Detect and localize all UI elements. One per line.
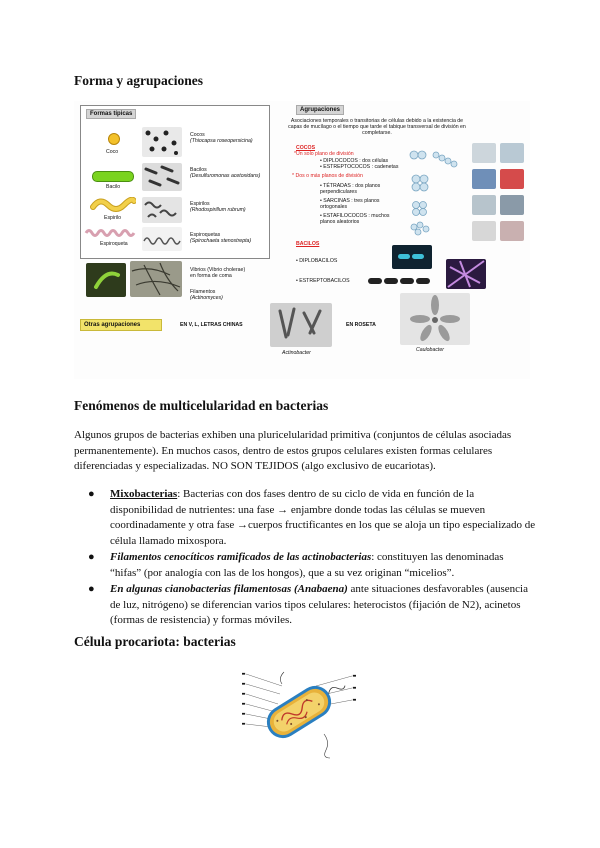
section-title-forma: Forma y agrupaciones — [74, 73, 203, 88]
sarcinas: • SARCINAS : tres planos ortogonales — [320, 198, 380, 210]
diplococos: • DIPLOCOCOS : dos células — [320, 158, 389, 164]
bullet-bold: Mixobacterias — [110, 488, 178, 500]
dos-planos: * Dos o más planos de división — [292, 173, 363, 179]
cocos-name: Cocos — [190, 132, 205, 138]
vibrio-micrograph — [86, 263, 126, 297]
coco-sketch-label: Coco — [106, 149, 119, 155]
filamentos-sub: (Actinomyces) — [190, 295, 223, 301]
estreptococos-micrograph — [500, 143, 524, 163]
estreptococos: • ESTREPTOCOCOS : cadenetas — [320, 164, 399, 170]
espirilos-micrograph — [142, 197, 182, 223]
intro-paragraph: Algunos grupos de bacterias exhiben una pluricelularidad primitiva (conjuntos de células asociadas permanentemente). En muchos casos, dentro de estos grupos celulares existen formas celulares diferenciadas y especializadas. NO SON TEJIDOS (algo exclusivo de eucariotas). — [74, 429, 512, 472]
vibrios-sub: en forma de coma — [190, 273, 232, 279]
estafilococos: • ESTAFILOCOCOS : muchos planos aleatorios — [320, 213, 390, 225]
espirilos-name: Espirilos — [190, 201, 210, 207]
espiroquetas-name: Espiroquetas — [190, 232, 221, 238]
formas-title: Formas típicas — [86, 109, 136, 119]
espiroqueta-sketch-label: Espiroqueta — [100, 241, 128, 247]
bacilo-sketch — [92, 171, 134, 182]
estafilococos-micrograph-2 — [500, 221, 524, 241]
espiroquetas-label — [190, 232, 251, 244]
sarcinas-micrograph — [472, 195, 496, 215]
espiroquetas-species: (Spirochaeta stenostrepta) — [190, 238, 252, 244]
list-item — [74, 582, 536, 629]
estafilococos-micrograph — [472, 221, 496, 241]
filamentos-name: Filamentos — [190, 289, 216, 295]
bacilos-name: Bacilos — [190, 167, 207, 173]
list-item — [74, 550, 536, 581]
bacilos-label — [190, 167, 260, 179]
filamentos-micrograph — [130, 261, 182, 297]
cocos-species: (Thiocapsa roseopersicina) — [190, 138, 253, 144]
figure-forms-groupings — [74, 101, 530, 379]
espirilos-species: (Rhodospirillum rubrum) — [190, 207, 246, 213]
estreptobacilos-micrograph — [446, 259, 486, 289]
list-item — [74, 487, 536, 549]
vibrios-label — [190, 267, 245, 279]
bullet-text: ante situaciones desfavorables (ausencia de luz, nitrógeno) se diferencian varios tipos celulares: heterocistos (fijación de N2), acinetos (formas de resistencia) y formas móviles. — [110, 583, 528, 626]
filamentos-label — [190, 289, 223, 301]
en-v-label: EN V, L, LETRAS CHINAS — [180, 322, 243, 328]
vibrios-name: Vibrios (Vibrio cholerae) — [190, 267, 246, 273]
bullet-icon: ● — [88, 551, 95, 563]
caulobacter-micrograph — [400, 293, 470, 345]
bacilos-heading: BACILOS — [296, 241, 320, 247]
section-title-multicelularidad: Fenómenos de multicelularidad en bacterias — [74, 398, 329, 413]
espiroquetas-micrograph — [142, 227, 182, 251]
estreptobacilos-sketch — [366, 276, 436, 286]
sarcinas-micrograph-2 — [500, 195, 524, 215]
bullet-bold: Filamentos cenocíticos ramificados de las actinobacterias — [110, 551, 372, 563]
diplobacilos-micrograph — [392, 245, 432, 269]
bacilo-sketch-label: Bacilo — [106, 184, 121, 190]
bullet-icon: ● — [88, 583, 95, 595]
bullet-bold: En algunas cianobacterias filamentosas (Anabaena) — [110, 583, 348, 595]
cocos-label — [190, 132, 253, 144]
otras-agrupaciones-label: Otras agrupaciones — [80, 319, 162, 331]
tetradas: • TÉTRADAS : dos planos perpendiculares — [320, 183, 381, 195]
tetradas-micrograph-2 — [500, 169, 524, 189]
cocos-micrograph — [142, 127, 182, 157]
espiroqueta-sketch — [84, 227, 140, 239]
tetradas-micrograph — [472, 169, 496, 189]
caulobacter-label: Caulobacter — [416, 347, 444, 353]
agrupaciones-desc: Asociaciones temporales o transitorias de células debido a la existencia de capas de mucílago o el tiempo que tarde el tabique transversal de división en completarse. — [288, 118, 466, 136]
en-roseta-label: EN ROSETA — [346, 322, 376, 328]
actinobacter-micrograph — [270, 303, 332, 347]
bacilos-species: (Desulfuromonas acetoxidans) — [190, 173, 261, 179]
cocos-heading: COCOS — [296, 145, 316, 151]
estreptobacilos: • ESTREPTOBACILOS — [296, 278, 350, 284]
un-plano: *Un solo plano de división — [294, 151, 354, 157]
espirilo-sketch — [90, 197, 136, 213]
cocos-arrangements-illustration — [406, 147, 464, 237]
bacilos-micrograph — [142, 163, 182, 191]
espirilo-sketch-label: Espirilo — [104, 215, 122, 221]
actinobacter-label: Actinobacter — [282, 350, 311, 356]
prokaryotic-cell-illustration — [242, 664, 356, 760]
espirilos-label — [190, 201, 246, 213]
bullet-text: : Bacterias con dos fases dentro de su ciclo de vida en función de la disponibilidad de nutrientes: una fase → enjambre donde todas las células se mueven coordinadamente y otra fase →cuerpos fructificantes en los que se aloja un tipo especializado de célula llamado mixospora. — [110, 488, 536, 547]
diplococos-micrograph — [472, 143, 496, 163]
bullet-icon: ● — [88, 488, 95, 500]
diplobacilos: • DIPLOBACILOS — [296, 258, 338, 264]
bullet-list — [74, 487, 536, 630]
agrupaciones-title: Agrupaciones — [296, 105, 344, 115]
bullet-text: : constituyen las denominadas “hifas” (por analogía con las de los hongos), que a su vez originan “micelios”. — [110, 551, 504, 579]
coco-sketch — [108, 133, 120, 145]
section-title-celula-procariota: Célula procariota: bacterias — [74, 634, 236, 649]
